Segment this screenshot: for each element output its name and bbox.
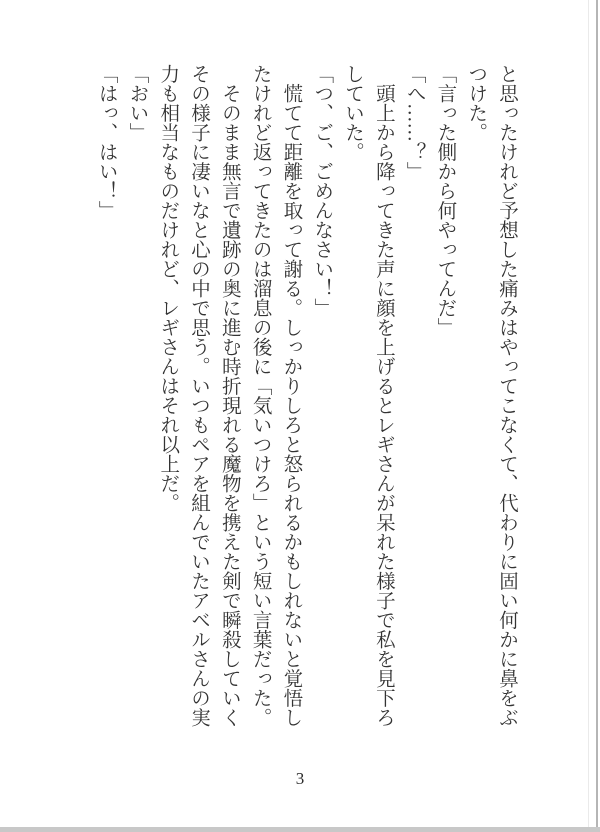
paragraph: と思ったけれど予想した痛みはやってこなくて、代わりに固い何かに鼻をぶつけた。 — [465, 64, 517, 727]
bottom-strip — [0, 827, 600, 832]
paragraph: 「へ……？」 — [403, 64, 425, 181]
paragraph: 「言った側から何やってんだ」 — [434, 64, 456, 337]
paragraph: 「つ、ご、ごめんなさい！」 — [311, 64, 333, 318]
page-number: 3 — [295, 769, 305, 788]
page-edge-line-inner — [588, 0, 589, 832]
paragraph: 慌てて距離を取って謝る。しっかりしろと怒られるかもしれないと覚悟したけれど返ってきたのは溜息の後に「気いつけろ」という短い言葉だった。 — [249, 64, 302, 727]
page-edge-line-outer — [596, 0, 598, 832]
paragraph: 「はっ、はい！」 — [95, 64, 117, 220]
paragraph: 頭上から降ってきた声に顔を上げるとレギさんが呆れた様子で私を見下ろしていた。 — [342, 64, 394, 727]
paragraph: 「おい」 — [126, 64, 148, 142]
vertical-text-block — [90, 64, 521, 733]
paragraph: そのまま無言で遺跡の奥に進む時折現れる魔物を携えた剣で瞬殺していくその様子に凄いなと心の中で思う。いつもペアを組んでいたアベルさんの実力も相当なものだけれど、レギさんはそれ以上だ。 — [157, 64, 240, 727]
